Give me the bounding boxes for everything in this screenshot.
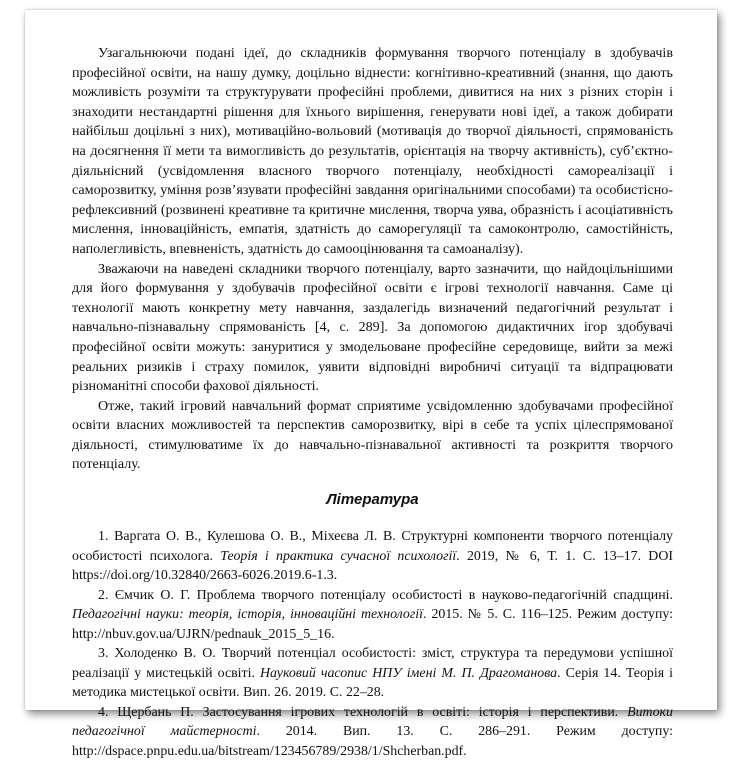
references-list: [72, 527, 673, 761]
reference-source: Педагогічні науки: теорія, історія, інноваційні технології: [72, 607, 423, 623]
references-heading: Література: [326, 491, 419, 509]
reference-number: 3.: [98, 646, 109, 662]
body-paragraph: Узагальнюючи подані ідеї, до складників формування творчого потенціалу в здобувачів професійної освіти, на нашу думку, доцільно віднести: когнітивно-креативний (знання, що дають можливість розуміти та структурувати професійні проблеми, дивитися на них з різних сторін і знаходити нестандартні рішення для їхнього вирішення, генерувати нові ідеї, а також добирати найбільш доцільні з них), мотиваційно-вольовий (мотивація до творчої діяльності, спрямованість на досягнення її мети та вимогливість до результатів, орієнтація на творчу активність), суб’єктно-діяльнісний (усвідомлення власного творчого потенціалу, необхідності самореалізації і саморозвитку, уміння розв’язувати професійні завдання оригінальними способами) та особистісно-рефлексивний (розвинені креативне та критичне мислення, творча уява, образність і асоціативність мислення, інноваційність, емпатія, здатність до саморегуляції та самоконтролю, самостійність, наполегливість, впевненість, здатність до самооцінювання та самоаналізу).: [72, 45, 673, 257]
reference-item: [72, 586, 673, 645]
document-page: [25, 10, 717, 759]
body-paragraph: Зважаючи на наведені складники творчого потенціалу, варто зазначити, що найдоцільнішими для його формування у здобувачів професійної освіти є ігрові технології навчання. Саме ці технології мають конкретну мету навчання, заздалегідь визначений педагогічний результат і навчально-пізнавальну спрямованість [4, с. 289]. За допомогою дидактичних ігор здобувачі професійної освіти можуть: зануритися у змодельоване професійне середовище, вийти за межі реальних ризиків і страху помилок, уявити відповідні виробничі ситуації та відпрацювати різноманітні способи фахової діяльності.: [72, 260, 673, 395]
reference-item: [72, 527, 673, 586]
reference-details: . 2019, № 6, Т. 1. С. 13–17. DOI https://doi.org/10.32840/2663-6026.2019.6-1.3.: [72, 548, 673, 584]
page-content: [72, 44, 673, 761]
reference-source: Витоки педагогічної майстерності: [72, 704, 673, 740]
reference-source: Науковий часопис НПУ імені М. П. Драгоманова: [259, 665, 558, 681]
reference-text: Варгата О. В., Кулешова О. В., Міхеєва Л. В. Структурні компоненти творчого потенціалу особистості психолога.: [72, 529, 673, 564]
reference-details: . 2015. № 5. С. 116–125. Режим доступу: http://nbuv.gov.ua/UJRN/pednauk_2015_5_16.: [72, 607, 673, 642]
body-paragraph: Отже, такий ігровий навчальний формат сприятиме усвідомленню здобувачами професійної освіти власних можливостей та перспектив саморозвитку, вірі в себе та успіх цілеспрямованої діяльності, стимулюватиме їх до навчально-пізнавальної активності та розкриття творчого потенціалу.: [72, 397, 673, 473]
reference-number: 1.: [98, 529, 109, 545]
reference-item: [72, 703, 673, 761]
reference-source: Теорія і практика сучасної психології: [220, 548, 457, 564]
reference-text: Холоденко В. О. Творчий потенціал особистості: зміст, структура та передумови успішної реалізації у мистецькій освіті.: [72, 646, 673, 681]
reference-details: . Серія 14. Теорія і методика мистецької освіти. Вип. 26. 2019. С. 22–28.: [72, 665, 673, 701]
reference-details: . 2014. Вип. 13. С. 286–291. Режим доступу: http://dspace.pnpu.edu.ua/bitstream/123456789/2938/1/Shcherban.pdf.: [72, 724, 673, 759]
reference-text: Щербань П. Застосування ігрових технологій в освіті: історія і перспективи.: [117, 704, 628, 720]
reference-number: 2.: [98, 587, 109, 603]
reference-item: [72, 644, 673, 703]
reference-text: Ємчик О. Г. Проблема творчого потенціалу особистості в науково-педагогічній спадщині.: [114, 587, 673, 603]
reference-number: 4.: [98, 704, 109, 720]
